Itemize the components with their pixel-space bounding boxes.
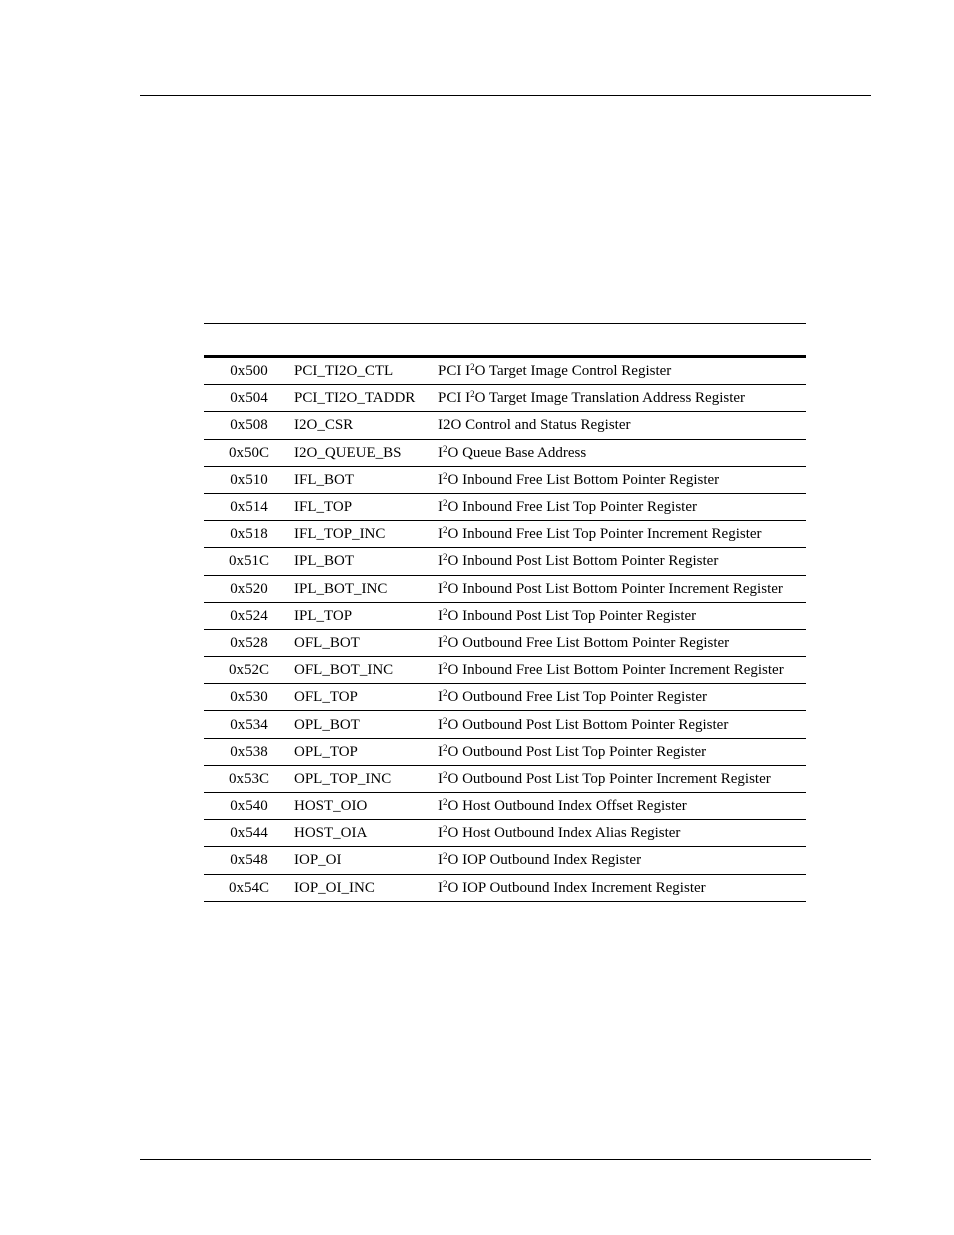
register-name [438,466,806,493]
register-offset: 0x528 [204,629,294,656]
register-abbreviation: IOP_OI [294,847,438,874]
register-name-pre: I [438,798,443,815]
table-row [204,575,806,602]
register-name-pre: I [438,634,443,651]
register-offset: 0x51C [204,548,294,575]
register-offset: 0x508 [204,412,294,439]
register-name-pre: I [438,716,443,733]
table-row [204,358,806,385]
register-name-superscript: 2 [443,661,448,672]
register-abbreviation: HOST_OIO [294,793,438,820]
register-abbreviation: OFL_BOT_INC [294,657,438,684]
register-name [438,657,806,684]
register-abbreviation: PCI_TI2O_CTL [294,358,438,385]
register-name [438,847,806,874]
register-name-pre: PCI I [438,363,471,380]
register-name [438,684,806,711]
register-table-body [204,358,806,902]
register-abbreviation: IFL_BOT [294,466,438,493]
register-abbreviation: OPL_TOP_INC [294,765,438,792]
register-name-pre: I [438,825,443,842]
register-name-pre: I [438,580,443,597]
register-name-pre: I [438,879,443,896]
table-row [204,521,806,548]
table-row [204,847,806,874]
register-name-superscript: 2 [443,579,448,590]
register-name-post: O IOP Outbound Index Register [447,852,642,869]
register-name-superscript: 2 [443,633,448,644]
register-name-pre: I [438,662,443,679]
register-name-pre: I [438,743,443,760]
register-name-superscript: 2 [443,443,448,454]
register-offset: 0x53C [204,765,294,792]
register-abbreviation: IPL_BOT [294,548,438,575]
register-offset: 0x54C [204,874,294,901]
register-offset: 0x530 [204,684,294,711]
register-name-pre: I [438,607,443,624]
register-offset: 0x518 [204,521,294,548]
register-name [438,385,806,412]
footer-rule [140,1159,871,1160]
header-rule [140,95,871,96]
register-name-post: O IOP Outbound Index Increment Register [447,879,706,896]
register-name-post: O Outbound Post List Top Pointer Register [447,743,707,760]
table-row [204,684,806,711]
table-row [204,629,806,656]
register-name [438,765,806,792]
register-name-post: O Outbound Post List Top Pointer Increment Register [447,770,771,787]
table-row [204,493,806,520]
table-row [204,412,806,439]
register-name-post: O Inbound Free List Bottom Pointer Increment Register [447,662,784,679]
register-name [438,793,806,820]
register-abbreviation: IPL_TOP [294,602,438,629]
register-name-pre: I [438,526,443,543]
register-abbreviation: OPL_TOP [294,738,438,765]
table-row [204,793,806,820]
register-name-superscript: 2 [443,525,448,536]
register-offset: 0x520 [204,575,294,602]
register-name-superscript: 2 [443,824,448,835]
register-offset: 0x514 [204,493,294,520]
register-name-pre: I [438,499,443,516]
register-name-superscript: 2 [443,878,448,889]
register-name [438,629,806,656]
register-name-superscript: 2 [470,389,475,400]
register-name-superscript: 2 [443,851,448,862]
register-name-superscript: 2 [443,688,448,699]
register-abbreviation: IPL_BOT_INC [294,575,438,602]
register-offset: 0x544 [204,820,294,847]
register-name-superscript: 2 [443,606,448,617]
register-name-pre: I [438,553,443,570]
register-name-superscript: 2 [443,715,448,726]
register-name-pre: I [438,471,443,488]
register-name-post: O Host Outbound Index Offset Register [447,798,687,815]
register-name [438,874,806,901]
register-name-post: O Target Image Translation Address Register [474,390,746,407]
table-row [204,439,806,466]
register-abbreviation: OPL_BOT [294,711,438,738]
register-name-pre: I [438,689,443,706]
register-name-superscript: 2 [443,470,448,481]
register-name-superscript: 2 [443,742,448,753]
register-name-superscript: 2 [470,362,475,373]
register-name-pre: I2O Control and Status Register [438,417,631,434]
register-abbreviation: HOST_OIA [294,820,438,847]
register-name-post: O Target Image Control Register [474,363,672,380]
register-name-superscript: 2 [443,769,448,780]
register-name-pre: I [438,444,443,461]
register-name-pre: PCI I [438,390,471,407]
register-abbreviation: I2O_QUEUE_BS [294,439,438,466]
register-name [438,521,806,548]
register-abbreviation: IFL_TOP [294,493,438,520]
register-abbreviation: OFL_BOT [294,629,438,656]
register-name [438,439,806,466]
table-row [204,820,806,847]
register-abbreviation: IFL_TOP_INC [294,521,438,548]
register-name-post: O Inbound Post List Bottom Pointer Increment Register [447,580,783,597]
register-abbreviation: PCI_TI2O_TADDR [294,385,438,412]
register-name [438,820,806,847]
register-abbreviation: IOP_OI_INC [294,874,438,901]
register-name-post: O Outbound Free List Top Pointer Register [447,689,707,706]
register-name [438,602,806,629]
register-abbreviation: OFL_TOP [294,684,438,711]
register-name [438,548,806,575]
register-name [438,412,806,439]
table-header-row [204,324,806,358]
table-row [204,385,806,412]
table-row [204,602,806,629]
table-row [204,765,806,792]
register-name [438,493,806,520]
register-name-post: O Outbound Free List Bottom Pointer Register [447,634,730,651]
table-row [204,657,806,684]
register-name-post: O Inbound Post List Bottom Pointer Register [447,553,719,570]
register-name-post: O Queue Base Address [447,444,587,461]
register-offset: 0x538 [204,738,294,765]
register-offset: 0x510 [204,466,294,493]
register-name-post: O Inbound Free List Top Pointer Increment Register [447,526,762,543]
register-name-superscript: 2 [443,552,448,563]
table-row [204,466,806,493]
register-name-post: O Inbound Free List Top Pointer Register [447,499,697,516]
table-row [204,711,806,738]
register-name-post: O Outbound Post List Bottom Pointer Register [447,716,729,733]
register-name [438,711,806,738]
register-offset: 0x50C [204,439,294,466]
register-name-post: O Host Outbound Index Alias Register [447,825,681,842]
register-map-table [204,323,806,902]
register-name-pre: I [438,852,443,869]
register-name [438,358,806,385]
register-name [438,575,806,602]
register-name-post: O Inbound Post List Top Pointer Register [447,607,697,624]
register-name-superscript: 2 [443,797,448,808]
register-offset: 0x548 [204,847,294,874]
register-name-pre: I [438,770,443,787]
table-row [204,874,806,901]
register-name [438,738,806,765]
register-abbreviation: I2O_CSR [294,412,438,439]
register-name-post: O Inbound Free List Bottom Pointer Register [447,471,720,488]
register-offset: 0x52C [204,657,294,684]
register-offset: 0x534 [204,711,294,738]
table-row [204,548,806,575]
register-offset: 0x540 [204,793,294,820]
register-name-superscript: 2 [443,498,448,509]
register-offset: 0x524 [204,602,294,629]
register-offset: 0x504 [204,385,294,412]
register-offset: 0x500 [204,358,294,385]
table-row [204,738,806,765]
